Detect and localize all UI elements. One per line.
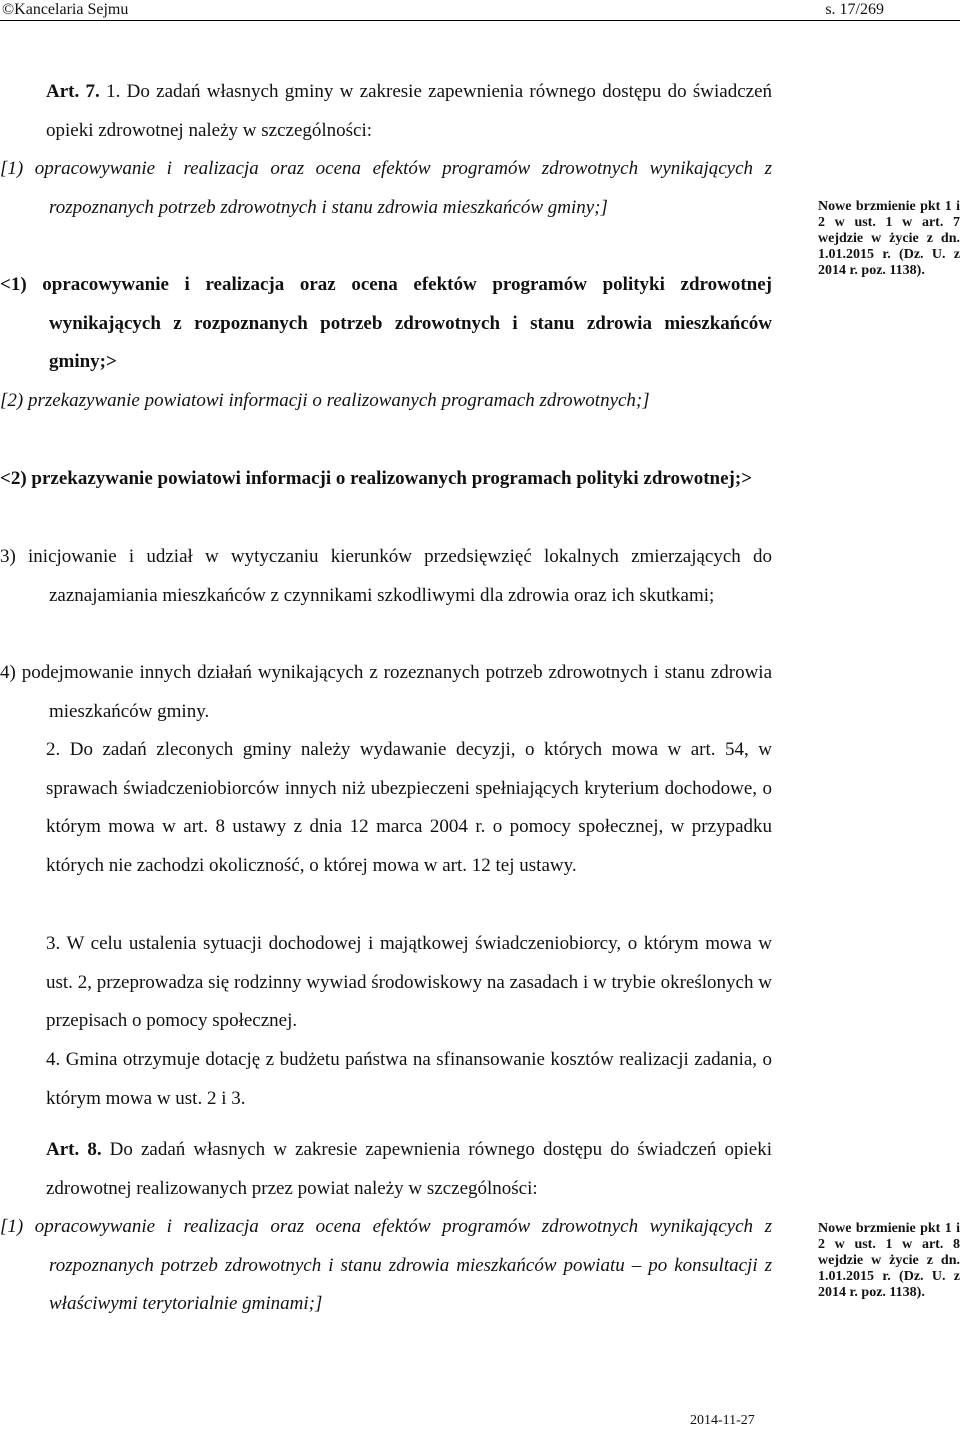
art7-para3: 3. W celu ustalenia sytuacji dochodowej i majątkowej świadczeniobiorcy, o którym mowa w ust. 2, przeprowadza się rodzinny wywiad środowiskowy na zasadach i w trybie określonych w przepisach o pomocy społecznej. [46, 933, 772, 1031]
margin-note-art7: Nowe brzmienie pkt 1 i 2 w ust. 1 w art. 7 wejdzie w życie z dn. 1.01.2015 r. (Dz. U. z 2014 r. poz. 1138). [818, 199, 960, 278]
header-page-number: s. 17/269 [825, 1, 884, 18]
art7-old-item2: [2) przekazywanie powiatowi informacji o realizowanych programach zdrowotnych;] [0, 390, 650, 411]
art7-item4: 4) podejmowanie innych działań wynikających z rozeznanych potrzeb zdrowotnych i stanu zdrowia mieszkańców gminy. [0, 662, 772, 722]
art7-para2: 2. Do zadań zleconych gminy należy wydawanie decyzji, o których mowa w art. 54, w sprawach świadczeniobiorców innych niż ubezpieczeni spełniających kryterium dochodowe, o którym mowa w art. 8 ustawy z dnia 12 marca 2004 r. o pomocy społecznej, w przypadku których nie zachodzi okoliczność, o której mowa w art. 12 tej ustawy. [46, 739, 772, 876]
art7-para1-number: 1. [106, 81, 121, 102]
art8-old-item1: [1) opracowywanie i realizacja oraz ocena efektów programów zdrowotnych wynikających z rozpoznanych potrzeb zdrowotnych i stanu zdrowia mieszkańców powiatu – po konsultacji z właściwymi terytorialnie gminami;] [0, 1216, 772, 1314]
header-divider [0, 20, 960, 21]
art7-new-item1: <1) opracowywanie i realizacja oraz ocena efektów programów polityki zdrowotnej wynikających z rozpoznanych potrzeb zdrowotnych i stanu zdrowia mieszkańców gminy;> [0, 274, 772, 372]
footer-date: 2014-11-27 [690, 1413, 755, 1428]
header-publisher: ©Kancelaria Sejmu [2, 1, 129, 18]
margin-note-art8: Nowe brzmienie pkt 1 i 2 w ust. 1 w art. 8 wejdzie w życie z dn. 1.01.2015 r. (Dz. U. z 2014 r. poz. 1138). [818, 1221, 960, 1300]
art8-label: Art. 8. [46, 1139, 102, 1160]
art7-label: Art. 7. [46, 81, 100, 102]
art7-new-item2: <2) przekazywanie powiatowi informacji o realizowanych programach polityki zdrowotnej;> [0, 468, 753, 489]
art7-para4: 4. Gmina otrzymuje dotację z budżetu państwa na sfinansowanie kosztów realizacji zadania, o którym mowa w ust. 2 i 3. [46, 1049, 772, 1109]
art7-para1-text: Do zadań własnych gminy w zakresie zapewnienia równego dostępu do świadczeń opieki zdrowotnej należy w szczególności: [46, 81, 773, 141]
page-header [0, 0, 960, 20]
art8-intro-text: Do zadań własnych w zakresie zapewnienia równego dostępu do świadczeń opieki zdrowotnej realizowanych przez powiat należy w szczególności: [46, 1139, 772, 1199]
art7-para1 [0, 73, 772, 150]
art7-old-item1: [1) opracowywanie i realizacja oraz ocena efektów programów zdrowotnych wynikających z rozpoznanych potrzeb zdrowotnych i stanu zdrowia mieszkańców gminy;] [0, 158, 772, 218]
art7-item3: 3) inicjowanie i udział w wytyczaniu kierunków przedsięwzięć lokalnych zmierzających do zaznajamiania mieszkańców z czynnikami szkodliwymi dla zdrowia oraz ich skutkami; [0, 546, 772, 606]
art8-intro [0, 1131, 772, 1208]
